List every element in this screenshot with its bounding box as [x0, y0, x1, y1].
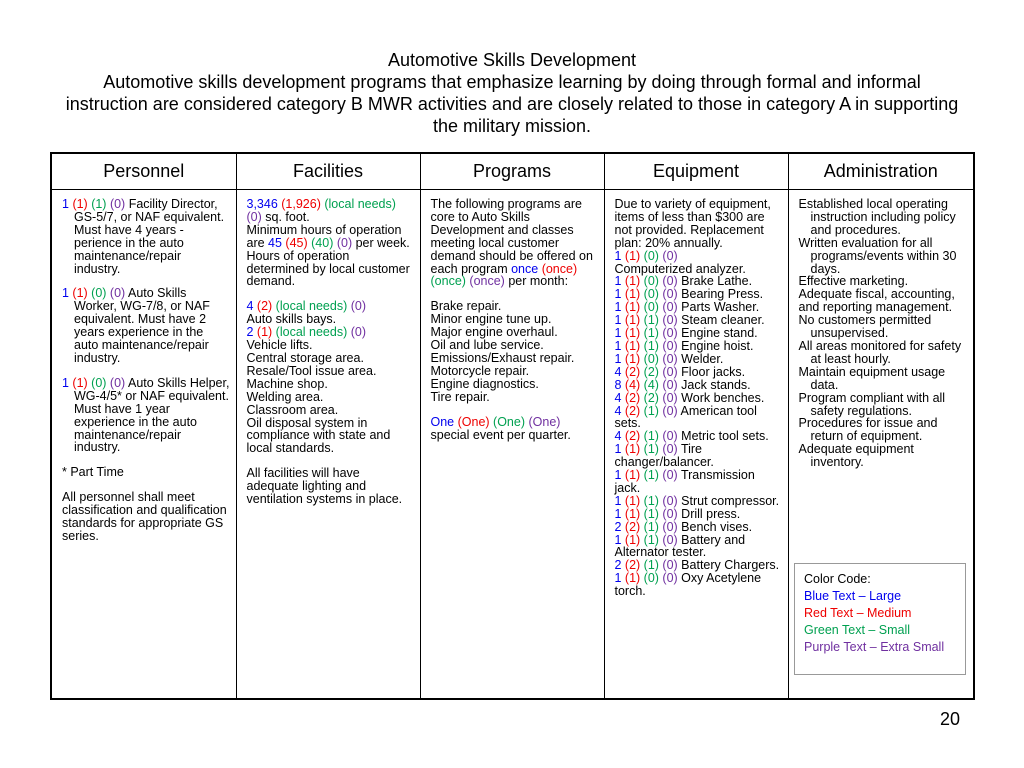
entry-text: Facility Director, GS-5/7, or NAF equivalent. Must have 4 years - perience in the auto maintenance/repair industry. — [74, 197, 225, 276]
count-value: (1) — [640, 403, 659, 418]
count-value: (0) — [658, 274, 678, 289]
count-value: (1,926) — [277, 197, 321, 211]
count-value: 4 — [614, 390, 622, 405]
count-value: 1 — [614, 468, 622, 483]
entry-text: Brake repair. — [430, 299, 502, 314]
count-value: (1) — [621, 506, 641, 521]
count-value: (0) — [106, 375, 126, 390]
entry-text: Welding area. — [246, 389, 324, 404]
count-value: (1) — [640, 326, 659, 341]
count-value: 1 — [614, 287, 622, 302]
count-value: (2) — [621, 364, 641, 379]
header-facilities: Facilities — [236, 153, 420, 190]
count-value: (once) — [465, 274, 505, 289]
cell-entry — [799, 198, 968, 237]
count-value: (40) — [307, 235, 334, 250]
entry-text: Battery Chargers. — [677, 558, 780, 573]
count-value: 2 — [614, 558, 622, 573]
entry-text: Motorcycle repair. — [430, 363, 530, 378]
count-value: 1 — [614, 248, 622, 263]
count-value: (1) — [621, 287, 641, 302]
entry-text: Due to variety of equipment, items of less than $300 are not provided. Replacement plan: 20% annually. — [614, 197, 771, 250]
count-value: 4 — [614, 429, 622, 444]
count-value: (45) — [281, 235, 308, 250]
count-value: (0) — [333, 235, 353, 250]
entry-text: special event per quarter. — [430, 427, 571, 442]
count-value: (0) — [658, 313, 678, 328]
count-value: (0) — [658, 558, 678, 573]
count-value: (once) — [430, 274, 466, 289]
entry-text: Metric tool sets. — [677, 429, 769, 444]
cell-entry — [799, 443, 968, 469]
entry-text: All areas monitored for safety at least hourly. — [798, 338, 962, 366]
cell-entry — [799, 340, 968, 366]
count-value: (0) — [658, 571, 678, 586]
count-value: (4) — [640, 377, 659, 392]
personnel-cell — [51, 190, 236, 700]
count-value: (0) — [246, 209, 262, 224]
count-value: (0) — [87, 375, 107, 390]
count-value: (2) — [621, 403, 641, 418]
count-value: (1) — [68, 286, 88, 301]
cell-entry — [799, 288, 968, 314]
count-value: (1) — [640, 338, 659, 353]
count-value: 1 — [614, 532, 622, 547]
entry-text: Strut compressor. — [677, 493, 780, 508]
count-value: (One) — [525, 414, 561, 429]
count-value: (1) — [621, 532, 641, 547]
count-value: (2) — [640, 390, 659, 405]
count-value: (1) — [621, 313, 641, 328]
legend-item-extra-small: Purple Text – Extra Small — [804, 640, 945, 654]
count-value: (0) — [658, 351, 678, 366]
count-value: (0) — [640, 351, 659, 366]
entry-text: Oil and lube service. — [430, 338, 544, 353]
count-value: 1 — [62, 375, 69, 390]
cell-entry — [615, 534, 782, 560]
count-value: (0) — [658, 442, 678, 457]
entry-text: Minor engine tune up. — [430, 312, 552, 327]
cell-entry — [615, 405, 782, 431]
count-value: 1 — [614, 493, 622, 508]
count-value: 1 — [614, 442, 622, 457]
count-value: (0) — [658, 338, 678, 353]
entry-text: Major engine overhaul. — [430, 325, 558, 340]
count-value: (1) — [253, 325, 273, 340]
entry-text: Tire changer/balancer. — [614, 442, 714, 470]
entry-text: per month: — [504, 274, 569, 289]
count-value: 1 — [614, 326, 622, 341]
count-value: once — [511, 261, 539, 276]
cell-entry — [62, 198, 230, 275]
entry-text: Adequate fiscal, accounting, and reporting management. — [798, 287, 955, 315]
count-value: (0) — [640, 571, 659, 586]
entry-text: Vehicle lifts. — [246, 338, 313, 353]
entry-text: * Part Time — [62, 465, 124, 480]
cell-entry — [62, 491, 230, 543]
entry-text: All facilities will have adequate lighting and ventilation systems in place. — [246, 466, 403, 507]
count-value: (2) — [253, 299, 273, 314]
entry-text: Oxy Acetylene torch. — [614, 571, 762, 599]
count-value: (1) — [72, 197, 88, 211]
count-value: 1 — [62, 286, 69, 301]
count-value: (0) — [658, 287, 678, 302]
cell-entry — [62, 377, 230, 454]
cell-entry — [799, 314, 968, 340]
count-value: (1) — [640, 532, 659, 547]
color-code-legend — [794, 563, 966, 675]
entry-text: Established local operating instruction including policy and procedures. — [798, 197, 956, 237]
entry-text: Effective marketing. — [798, 274, 909, 289]
entry-text: sq. foot. — [261, 209, 310, 224]
count-value: (local needs) — [320, 197, 396, 211]
slide-header — [60, 49, 964, 137]
page-number: 20 — [940, 709, 961, 729]
entry-text: Emissions/Exhaust repair. — [430, 350, 575, 365]
entry-text: Brake Lathe. — [677, 274, 753, 289]
count-value: 8 — [614, 377, 622, 392]
cell-entry — [247, 467, 414, 506]
facilities-cell — [236, 190, 420, 700]
entry-text: American tool sets. — [614, 403, 757, 431]
count-value: (0) — [87, 286, 107, 301]
entry-text: Adequate equipment inventory. — [798, 442, 914, 470]
count-value: (0) — [640, 248, 659, 263]
entry-text: Classroom area. — [246, 402, 339, 417]
count-value: 2 — [246, 325, 254, 340]
entry-text: Computerized analyzer. — [614, 261, 746, 276]
count-value: (0) — [347, 325, 366, 340]
count-value: (0) — [640, 300, 659, 315]
entry-text: Jack stands. — [677, 377, 751, 392]
count-value: (0) — [658, 377, 678, 392]
cell-entry — [615, 443, 782, 469]
entry-text: Minimum hours of operation are — [246, 222, 402, 250]
entry-text: Maintain equipment usage data. — [798, 364, 946, 392]
count-value: (0) — [658, 390, 678, 405]
cell-entry — [247, 417, 414, 456]
count-value: 1 — [614, 338, 622, 353]
entry-text: Bench vises. — [677, 519, 753, 534]
count-value: (1) — [640, 442, 659, 457]
equipment-cell — [604, 190, 788, 700]
count-value: (1) — [640, 519, 659, 534]
count-value: (0) — [658, 506, 678, 521]
legend-item-small: Green Text – Small — [804, 623, 911, 637]
cell-entry — [615, 469, 782, 495]
count-value: One — [430, 414, 455, 429]
count-value: (0) — [640, 287, 659, 302]
entry-text: Procedures for issue and return of equipment. — [798, 416, 938, 444]
slide-title: Automotive Skills Development — [387, 50, 637, 70]
count-value: (once) — [538, 261, 578, 276]
legend-title: Color Code: — [804, 572, 871, 586]
cell-entry — [799, 417, 968, 443]
count-value: 2 — [614, 519, 622, 534]
entry-text: Auto Skills Helper, WG-4/5* or NAF equivalent. Must have 1 year experience in the auto maintenance/repair industry. — [74, 375, 230, 455]
programs-cell — [420, 190, 604, 700]
header-administration: Administration — [788, 153, 974, 190]
entry-text: Program compliant with all safety regulations. — [798, 390, 946, 418]
entry-text: Welder. — [677, 351, 724, 366]
count-value: 1 — [614, 571, 622, 586]
cell-entry — [431, 198, 598, 288]
entry-text: Work benches. — [677, 390, 765, 405]
entry-text: Parts Washer. — [677, 300, 760, 315]
count-value: (0) — [658, 519, 678, 534]
count-value: 4 — [614, 403, 622, 418]
count-value: (1) — [621, 274, 641, 289]
count-value: (4) — [621, 377, 641, 392]
count-value: (0) — [658, 403, 678, 418]
count-value: (1) — [621, 493, 641, 508]
count-value: (0) — [658, 468, 678, 483]
count-value: (2) — [621, 429, 641, 444]
count-value: (2) — [640, 364, 659, 379]
count-value: 3,346 — [246, 197, 278, 211]
entry-text: Battery and Alternator tester. — [614, 532, 746, 560]
count-value: (0) — [658, 248, 678, 263]
count-value: (1) — [68, 375, 88, 390]
count-value: (0) — [347, 299, 366, 314]
cell-entry — [431, 391, 598, 404]
entry-text: Oil disposal system in compliance with state and local standards. — [246, 415, 391, 456]
count-value: 1 — [614, 351, 622, 366]
cell-entry — [799, 366, 968, 392]
header-programs: Programs — [420, 153, 604, 190]
count-value: 1 — [614, 274, 622, 289]
count-value: (1) — [621, 351, 641, 366]
table-header-row — [51, 153, 974, 190]
cell-entry — [431, 416, 598, 442]
count-value: 1 — [614, 313, 622, 328]
entry-text: Auto Skills Worker, WG-7/8, or NAF equivalent. Must have 2 years experience in the auto maintenance/repair industry. — [74, 286, 210, 365]
entry-text: Auto skills bays. — [246, 312, 337, 327]
cell-entry — [615, 572, 782, 598]
entry-text: Steam cleaner. — [677, 313, 765, 328]
count-value: (local needs) — [272, 299, 348, 314]
entry-text: Bearing Press. — [677, 287, 764, 302]
count-value: (1) — [621, 300, 641, 315]
entry-text: Tire repair. — [430, 389, 490, 404]
entry-text: Engine hoist. — [677, 338, 754, 353]
count-value: (0) — [658, 300, 678, 315]
count-value: (One) — [454, 414, 490, 429]
count-value: (0) — [106, 286, 126, 301]
count-value: 1 — [614, 300, 622, 315]
count-value: 4 — [246, 299, 254, 314]
cell-entry — [247, 198, 414, 224]
count-value: (1) — [621, 571, 641, 586]
header-personnel: Personnel — [51, 153, 236, 190]
count-value: (0) — [658, 429, 678, 444]
count-value: (0) — [640, 274, 659, 289]
cell-entry — [62, 287, 230, 364]
entry-text: No customers permitted unsupervised. — [798, 313, 932, 341]
entry-text: Floor jacks. — [677, 364, 746, 379]
header-equipment: Equipment — [604, 153, 788, 190]
count-value: (One) — [489, 414, 526, 429]
count-value: (1) — [621, 326, 641, 341]
entry-text: Written evaluation for all programs/events within 30 days. — [798, 235, 957, 276]
cell-entry — [799, 392, 968, 418]
count-value: (0) — [658, 364, 678, 379]
count-value: 45 — [268, 235, 282, 250]
count-value: (local needs) — [272, 325, 348, 340]
legend-item-medium: Red Text – Medium — [804, 606, 912, 620]
count-value: (0) — [658, 493, 678, 508]
count-value: (1) — [87, 197, 107, 211]
entry-text: Machine shop. — [246, 376, 328, 391]
cell-entry — [799, 237, 968, 276]
cell-entry — [62, 466, 230, 479]
cell-entry — [615, 198, 782, 250]
count-value: (1) — [621, 338, 641, 353]
count-value: (0) — [658, 532, 678, 547]
count-value: (0) — [658, 326, 678, 341]
count-value: (1) — [640, 506, 659, 521]
entry-text: per week. Hours of operation determined by local customer demand. — [246, 235, 410, 289]
count-value: (1) — [621, 248, 641, 263]
entry-text: The following programs are core to Auto Skills Development and classes meeting local customer demand should be offered on each program — [430, 197, 593, 276]
entry-text: All personnel shall meet classification and qualification standards for appropriate GS series. — [62, 490, 227, 543]
count-value: (2) — [621, 390, 641, 405]
count-value: (2) — [621, 519, 641, 534]
slide-description: Automotive skills development programs that emphasize learning by doing through formal and informal instruction are considered category B MWR activities and are closely related to those in category A in supporting the military mission. — [65, 72, 959, 136]
entry-text: Engine diagnostics. — [430, 376, 539, 391]
count-value: 4 — [614, 364, 622, 379]
entry-text: Central storage area. — [246, 350, 364, 365]
count-value: (1) — [640, 558, 659, 573]
cell-entry — [247, 224, 414, 289]
legend-item-large: Blue Text – Large — [804, 589, 902, 603]
count-value: (0) — [106, 197, 126, 211]
count-value: (1) — [621, 442, 641, 457]
count-value: (1) — [640, 468, 659, 483]
count-value: (2) — [621, 558, 641, 573]
count-value: (1) — [621, 468, 641, 483]
count-value: (1) — [640, 429, 659, 444]
entry-text: Drill press. — [677, 506, 741, 521]
entry-text: Transmission jack. — [614, 468, 755, 495]
count-value: 1 — [62, 197, 69, 211]
count-value: 1 — [614, 506, 622, 521]
count-value: (1) — [640, 313, 659, 328]
count-value: (1) — [640, 493, 659, 508]
entry-text: Resale/Tool issue area. — [246, 363, 377, 378]
entry-text: Engine stand. — [677, 326, 758, 341]
